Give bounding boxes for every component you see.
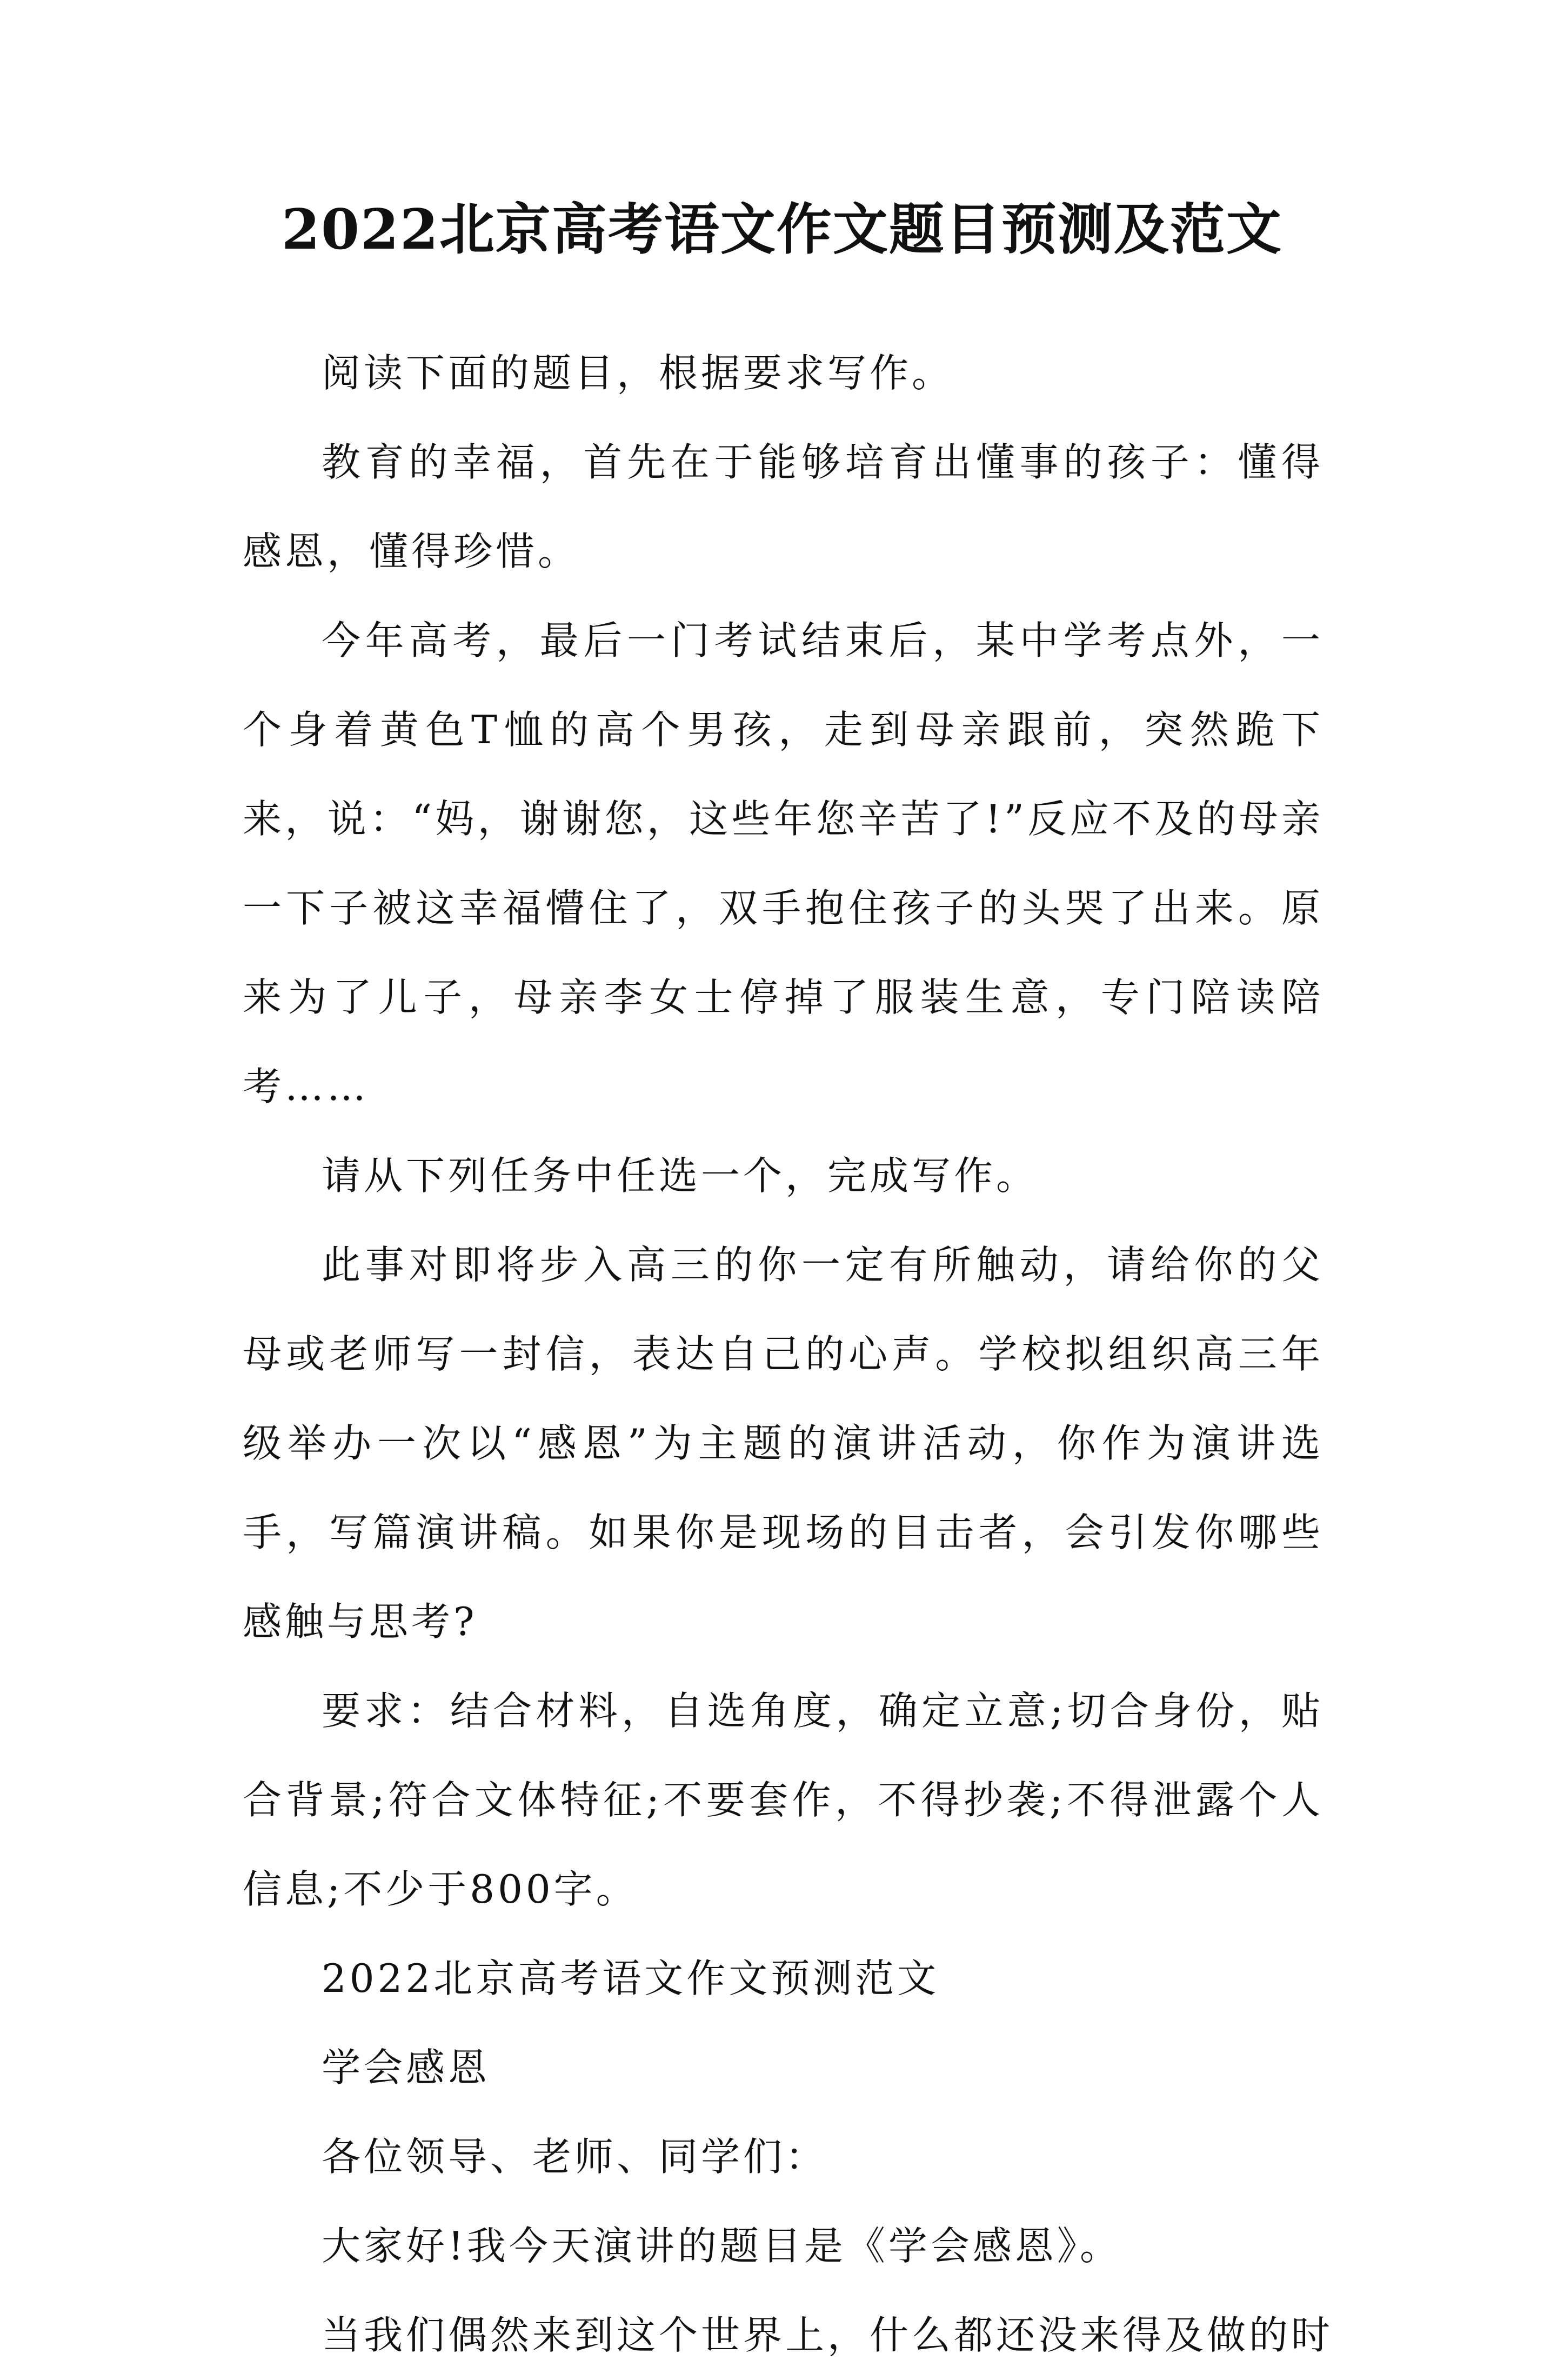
essay-salutation: 各位领导、老师、同学们：: [322, 2134, 828, 2179]
document-title: 2022北京高考语文作文题目预测及范文: [282, 197, 1282, 262]
document-body: [243, 329, 1334, 2380]
essay-heading: 2022北京高考语文作文预测范文: [322, 1956, 940, 2001]
paragraph-requirements: 要求：结合材料，自选角度，确定立意;切合身份，贴合背景;符合文体特征;不要套作，不得抄袭;不得泄露个人信息;不少于800字。: [243, 1688, 1324, 1912]
paragraph-task-options: 此事对即将步入高三的你一定有所触动，请给你的父母或老师写一封信，表达自己的心声。学校拟组织高三年级举办一次以“感恩”为主题的演讲活动，你作为演讲选手，写篇演讲稿。如果你是现场的目击者，会引发你哪些感触与思考?: [243, 1242, 1324, 1644]
paragraph-material-story: 今年高考，最后一门考试结束后，某中学考点外，一个身着黄色T恤的高个男孩，走到母亲跟前，突然跪下来，说：“妈，谢谢您，这些年您辛苦了!”反应不及的母亲一下子被这幸福懵住了，双手抱住孩子的头哭了出来。原来为了儿子，母亲李女士停掉了服装生意，专门陪读陪考……: [243, 618, 1324, 1109]
essay-opening: 当我们偶然来到这个世界上，什么都还没来得及做的时: [322, 2312, 1334, 2358]
paragraph-material-intro: 教育的幸福，首先在于能够培育出懂事的孩子：懂得感恩，懂得珍惜。: [243, 439, 1324, 574]
paragraph-task-instruction: 请从下列任务中任选一个，完成写作。: [322, 1153, 1039, 1198]
essay-title: 学会感恩: [322, 2045, 491, 2090]
essay-greeting: 大家好!我今天演讲的题目是《学会感恩》。: [322, 2223, 1122, 2269]
paragraph-instruction: 阅读下面的题目，根据要求写作。: [322, 350, 954, 396]
